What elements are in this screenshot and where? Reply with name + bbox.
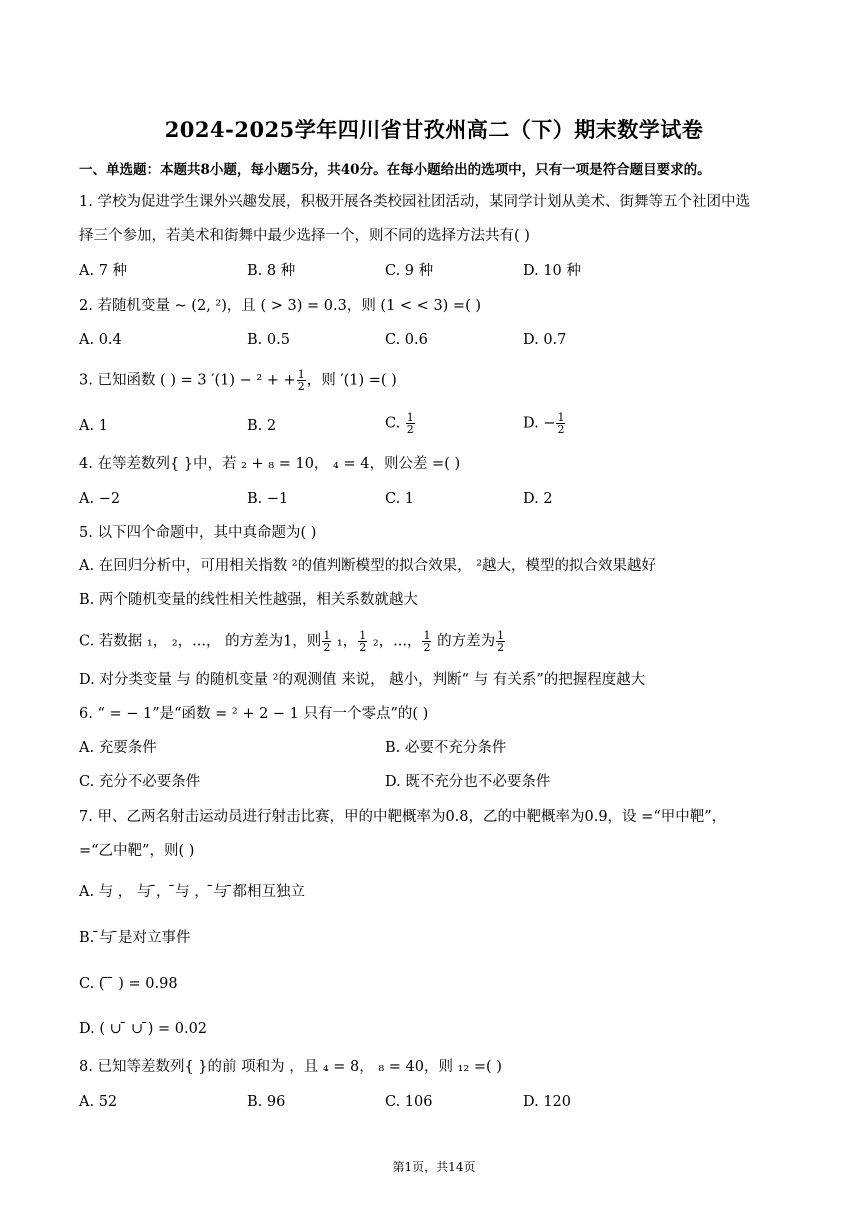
question-8-stem: 8. 已知等差数列{ }的前 项和为 ，且 ₄ = 8， ₈ = 40，则 ₁₂ =( ) bbox=[79, 1059, 502, 1075]
q4-option-a: A. −2 bbox=[79, 491, 121, 507]
q3-option-c-fraction: $\frac{1}{2}$ bbox=[406, 411, 414, 436]
question-1-line-2: 择三个参加，若美术和街舞中最少选择一个，则不同的选择方法共有( ) bbox=[79, 228, 530, 244]
q2-option-b: B. 0.5 bbox=[247, 332, 290, 348]
q1-option-b: B. 8 种 bbox=[247, 263, 296, 279]
question-4-stem: 4. 在等差数列{ }中，若 ₂ + ₈ = 10， ₄ = 4，则公差 =( ) bbox=[79, 456, 461, 472]
question-7-line-1: 7. 甲、乙两名射击运动员进行射击比赛，甲的中靶概率为0.8，乙的中靶概率为0.9，设 =“甲中靶”， bbox=[79, 809, 727, 825]
question-6-stem: 6. “ = − 1”是“函数 = ² + 2 − 1 只有一个零点”的( ) bbox=[79, 706, 429, 722]
q5-option-b: B. 两个随机变量的线性相关性越强，相关系数就越大 bbox=[79, 592, 418, 608]
section-heading: 一、单选题：本题共8小题，每小题5分，共40分。在每小题给出的选项中，只有一项是符合题目要求的。 bbox=[79, 162, 711, 178]
q3-option-c: C. $\frac{1}{2}$ bbox=[385, 411, 414, 436]
q8-option-c: C. 106 bbox=[385, 1094, 433, 1110]
q7-option-c: C. ( ̄ ̄ ) = 0.98 bbox=[79, 976, 178, 992]
q4-option-b: B. −1 bbox=[247, 491, 289, 507]
q2-option-d: D. 0.7 bbox=[523, 332, 567, 348]
question-5-stem: 5. 以下四个命题中，其中真命题为( ) bbox=[79, 525, 317, 541]
q6-option-a: A. 充要条件 bbox=[79, 740, 157, 756]
q7-option-a: A. 与 ， 与 ̄， ̄与 ， ̄与 ̄都相互独立 bbox=[79, 884, 305, 900]
q5-fraction-3: $\frac{1}{2}$ bbox=[423, 629, 431, 654]
q5-option-c: C. 若数据 ₁， ₂，...， 的方差为1，则 $\frac{1}{2}$ ₁， $\frac{1}{2}$ ₂，...， $\frac{1}{2}$ 的方差为 $\frac{1}{2}$ bbox=[79, 629, 505, 654]
q5-option-a: A. 在回归分析中，可用相关指数 ²的值判断模型的拟合效果， ²越大，模型的拟合效果越好 bbox=[79, 558, 657, 574]
question-7-line-2: =“乙中靶”，则( ) bbox=[79, 843, 195, 859]
q8-option-b: B. 96 bbox=[247, 1094, 286, 1110]
q6-option-d: D. 既不充分也不必要条件 bbox=[385, 774, 551, 790]
q3-option-d: D. − $\frac{1}{2}$ bbox=[523, 411, 565, 436]
page-footer: 第1页，共14页 bbox=[392, 1160, 476, 1174]
q1-option-a: A. 7 种 bbox=[79, 263, 128, 279]
q5-option-d: D. 对分类变量 与 的随机变量 ²的观测值 来说， 越小，判断“ 与 有关系”的把握程度越大 bbox=[79, 672, 646, 688]
page-title: 2024-2025学年四川省甘孜州高二（下）期末数学试卷 bbox=[164, 117, 704, 142]
q5-fraction-1: $\frac{1}{2}$ bbox=[323, 629, 331, 654]
q3-fraction: $\frac{1}{2}$ bbox=[297, 368, 305, 393]
q6-option-c: C. 充分不必要条件 bbox=[79, 774, 201, 790]
q7-option-b: B. ̄与 ̄是对立事件 bbox=[79, 930, 191, 946]
q1-option-c: C. 9 种 bbox=[385, 263, 434, 279]
q4-option-c: C. 1 bbox=[385, 491, 415, 507]
q8-option-a: A. 52 bbox=[79, 1094, 118, 1110]
q6-option-b: B. 必要不充分条件 bbox=[385, 740, 507, 756]
q3-stem-part-1: 3. 已知函数 ( ) = 3 ′(1) − ² + + bbox=[79, 372, 296, 389]
q3-stem-part-2: ，则 ′(1) =( ) bbox=[306, 372, 397, 389]
q3-option-a: A. 1 bbox=[79, 418, 108, 434]
q4-option-d: D. 2 bbox=[523, 491, 553, 507]
q8-option-d: D. 120 bbox=[523, 1094, 572, 1110]
q2-option-a: A. 0.4 bbox=[79, 332, 122, 348]
question-2-stem: 2. 若随机变量 ~ (2, ²)，且 ( > 3) = 0.3，则 (1 < < 3) =( ) bbox=[79, 298, 482, 314]
q5-fraction-2: $\frac{1}{2}$ bbox=[359, 629, 367, 654]
q3-option-d-fraction: $\frac{1}{2}$ bbox=[557, 411, 565, 436]
q3-option-b: B. 2 bbox=[247, 418, 277, 434]
q5-fraction-4: $\frac{1}{2}$ bbox=[497, 629, 505, 654]
question-1-line-1: 1. 学校为促进学生课外兴趣发展，积极开展各类校园社团活动，某同学计划从美术、街舞等五个社团中选 bbox=[79, 194, 750, 210]
question-3-stem bbox=[79, 369, 397, 392]
q7-option-d: D. ( ∪ ̄ ∪ ̄) = 0.02 bbox=[79, 1021, 208, 1037]
q1-option-d: D. 10 种 bbox=[523, 263, 581, 279]
q2-option-c: C. 0.6 bbox=[385, 332, 428, 348]
